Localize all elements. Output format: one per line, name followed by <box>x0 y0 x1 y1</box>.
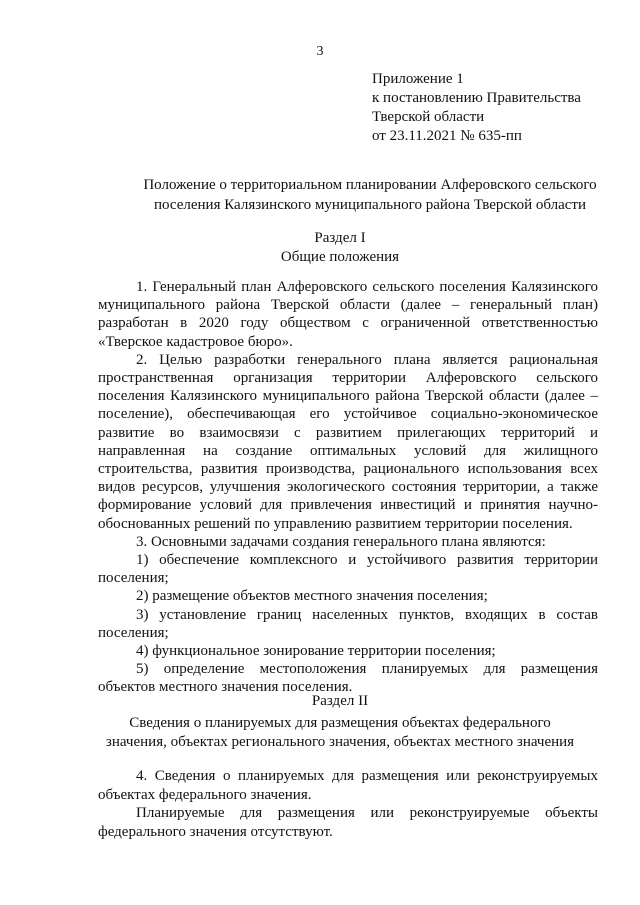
appendix-block <box>372 70 581 146</box>
list-item: 1) обеспечение комплексного и устойчивого развития территории поселения; <box>98 552 598 587</box>
section-heading: Раздел I <box>314 230 366 246</box>
section-1-header <box>90 229 590 267</box>
list-item: 4) функциональное зонирование территории поселения; <box>136 643 496 660</box>
section-2-body <box>98 767 598 841</box>
paragraph: 2. Целью разработки генерального плана является рациональная пространственная организация территории Алферовского сельского поселения Калязинского муниципального района Тверской области (далее – поселение), обеспечивающая его устойчивое социально-экономическое развитие во взаимосвязи с развитием прилегающих территорий и направленная на создание оптимальных условий для жилищного строительства, развития производства, рационального использования всех видов ресурсов, улучшения экологического состояния территории, а также формирование условий для привлечения инвестиций и принятия научно-обоснованных решений по управлению развитием территории поселения. <box>98 351 598 532</box>
appendix-line: Приложение 1 <box>372 71 464 87</box>
list-item: 3) установление границ населенных пунктов, входящих в состав поселения; <box>98 606 598 641</box>
paragraph: Планируемые для размещения или реконструируемые объекты федерального значения отсутствуют. <box>98 805 598 840</box>
list-item: 2) размещение объектов местного значения поселения; <box>136 588 488 605</box>
appendix-line: Тверской области <box>372 109 485 125</box>
section-subheading: Сведения о планируемых для размещения объектах федерального <box>129 715 551 731</box>
section-subheading: Общие положения <box>280 249 400 265</box>
section-subheading: значения, объектах регионального значения, объектах местного значения <box>105 734 575 750</box>
section-1-body <box>98 278 598 697</box>
appendix-line: от 23.11.2021 № 635-пп <box>372 128 522 144</box>
title-line: поселения Калязинского муниципального района Тверской области <box>153 197 586 213</box>
paragraph: 1. Генеральный план Алферовского сельского поселения Калязинского муниципального района Тверской области (далее – генеральный план) разработан в 2020 году обществом с ограниченной ответственностью «Тверское кадастровое бюро». <box>98 279 598 350</box>
paragraph: 3. Основными задачами создания генерального плана являются: <box>136 533 546 550</box>
title-line: Положение о территориальном планировании Алферовского сельского <box>143 177 597 193</box>
document-title <box>110 175 630 215</box>
list-item: 5) определение местоположения планируемых для размещения объектов местного значения поселения. <box>98 661 598 696</box>
appendix-line: к постановлению Правительства <box>372 90 581 106</box>
section-heading: Раздел II <box>311 693 369 709</box>
page-number: 3 <box>316 44 324 59</box>
section-2-header <box>90 692 590 752</box>
paragraph: 4. Сведения о планируемых для размещения или реконструируемых объектах федерального значения. <box>98 768 598 803</box>
